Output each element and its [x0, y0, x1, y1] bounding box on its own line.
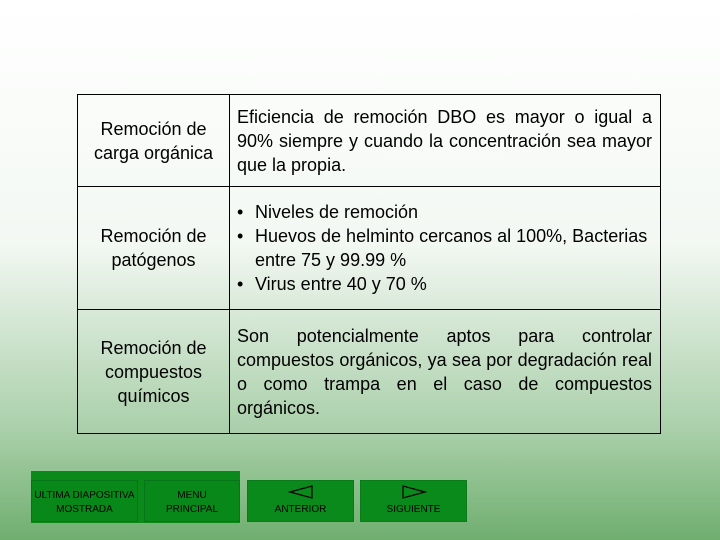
row-content-compuestos-quimicos: [230, 310, 660, 433]
menu-label-line2: PRINCIPAL: [165, 504, 219, 515]
row-content-carga-organica: [230, 95, 660, 187]
row-content-patogenos: [230, 187, 660, 310]
bullet-item: • Virus entre 40 y 70 %: [237, 272, 652, 296]
next-label: SIGUIENTE: [386, 504, 441, 515]
last-slide-label-line2: MOSTRADA: [56, 504, 113, 515]
bullet-item: • Huevos de helminto cercanos al 100%, Bacterias entre 75 y 99.99 %: [237, 224, 652, 272]
triangle-right-icon: [401, 485, 427, 499]
main-menu-button[interactable]: [144, 480, 240, 522]
row-text: Son potencialmente aptos para controlar compuestos orgánicos, ya sea por degradación real o como trampa en el caso de compuestos orgánicos.: [237, 325, 652, 418]
bullet-list: [237, 200, 652, 296]
next-button[interactable]: [360, 480, 467, 522]
menu-label-line1: MENU: [177, 490, 207, 501]
row-text: Eficiencia de remoción DBO es mayor o igual a 90% siempre y cuando la concentración sea mayor que la propia.: [237, 106, 652, 175]
content-table: [77, 94, 661, 434]
triangle-left-icon: [288, 485, 314, 499]
row-label-carga-organica: Remoción de carga orgánica: [78, 95, 230, 187]
row-label-patogenos: Remoción de patógenos: [78, 187, 230, 310]
last-slide-button[interactable]: [31, 480, 138, 522]
previous-button[interactable]: [247, 480, 354, 522]
previous-label: ANTERIOR: [274, 504, 327, 515]
row-label-compuestos-quimicos: Remoción de compuestos químicos: [78, 310, 230, 433]
bullet-item: • Niveles de remoción: [237, 200, 652, 224]
last-slide-label-line1: ULTIMA DIAPOSITIVA: [34, 490, 135, 501]
